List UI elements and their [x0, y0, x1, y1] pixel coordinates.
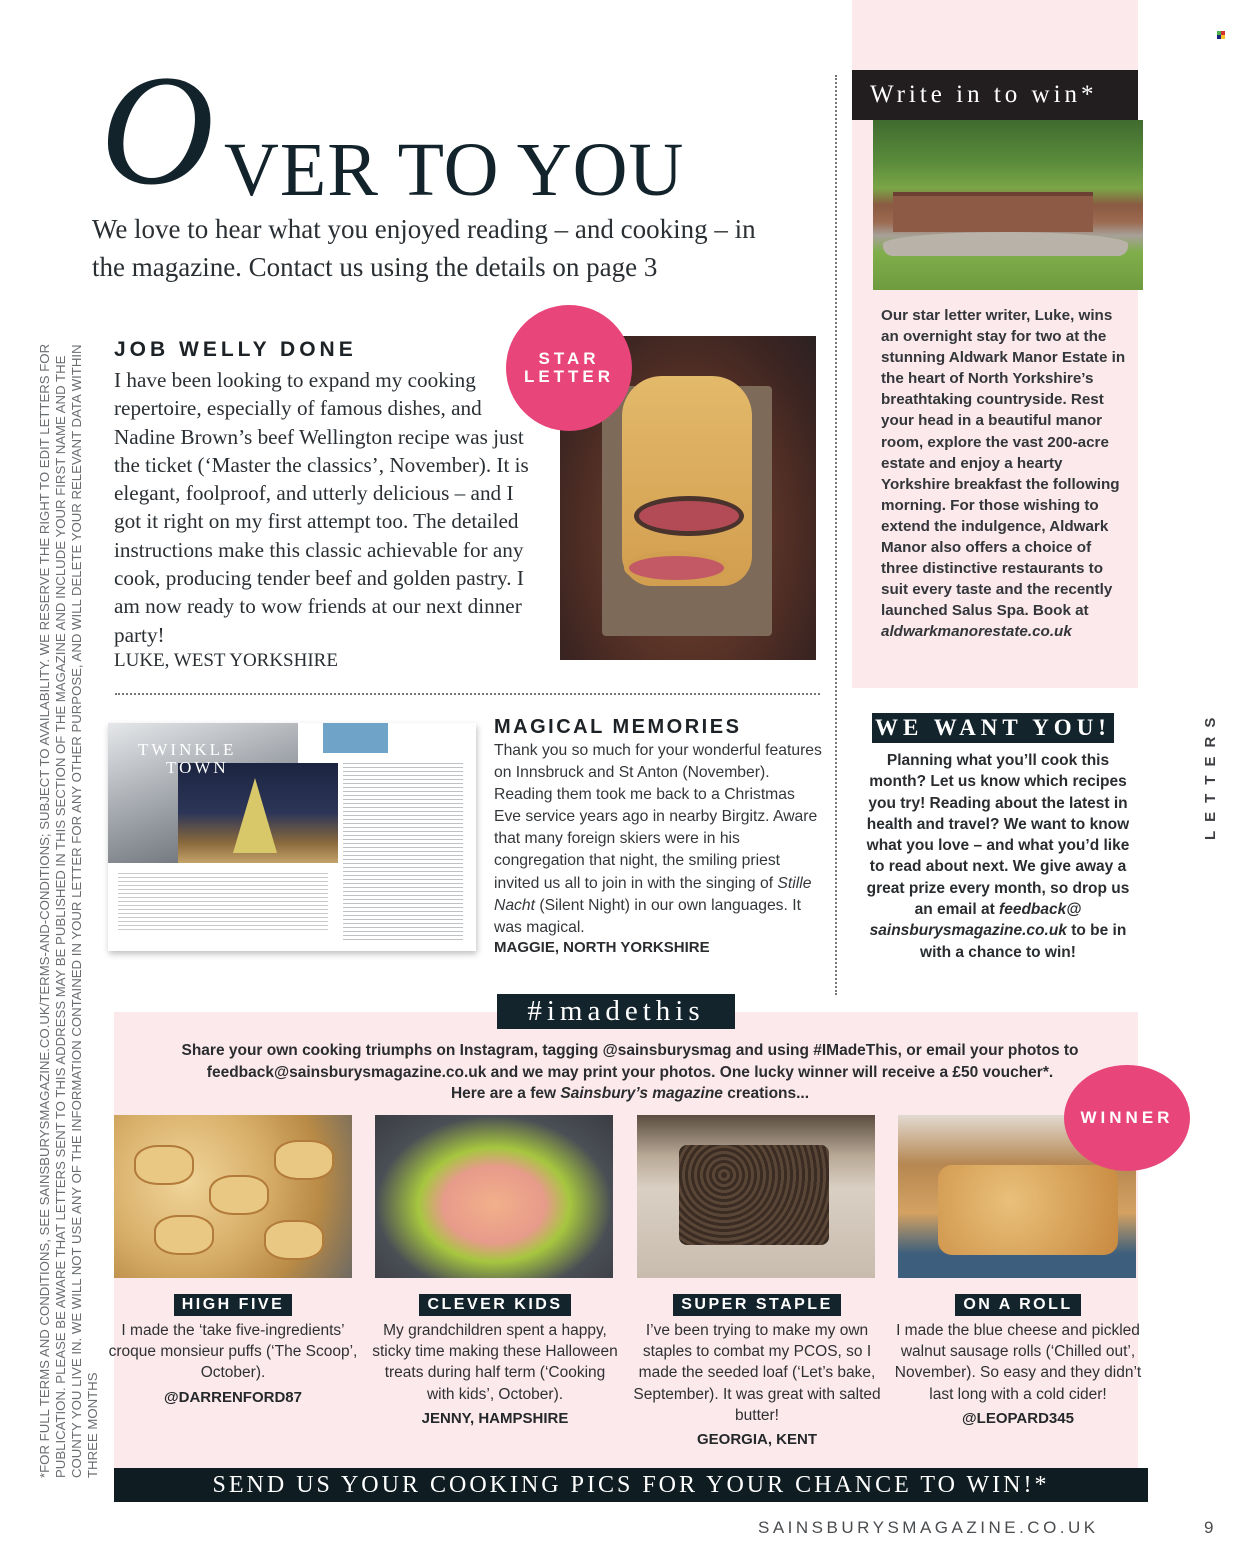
entry-caption — [108, 1294, 358, 1406]
entry-body: I made the ‘take five-ingredients’ croque monsieur puffs (‘The Scoop’, October). — [108, 1322, 358, 1382]
color-registration-icon — [1217, 31, 1225, 39]
puff-shape — [154, 1215, 214, 1255]
page-title — [100, 43, 800, 218]
intro-text: We love to hear what you enjoyed reading – and cooking – in the magazine. Contact us using the details on page 3 — [92, 214, 756, 282]
entry-body: I made the blue cheese and pickled walnut sausage rolls (‘Chilled out’, November). So easy and they didn’t last long with a cold cider! — [894, 1322, 1142, 1403]
entry-caption — [370, 1294, 620, 1427]
manor-building-shape — [893, 192, 1093, 232]
spread-title — [138, 741, 236, 777]
legal-terms: *FOR FULL TERMS AND CONDITIONS, SEE SAINSBURYSMAGAZINE.CO.UK/TERMS-AND-CONDITIONS; SUBJECT TO AVAILABILITY. WE RESERVE THE RIGHT TO EDIT LETTERS FOR PUBLICATION. PLEASE BE AWARE THAT LETTERS SENT TO THIS ADDRESS MAY BE PUBLISHED IN THIS SECTION OF THE MAGAZINE AND INCLUDE YOUR FIRST NAME AND THE COUNTY YOU LIVE IN. WE WILL NOT USE ANY OF THE INFORMATION CONTAINED IN YOUR LETTER FOR ANY OTHER PURPOSE, AND WILL DELETE YOUR RELEVANT DATA WITHIN THREE MONTHS — [37, 343, 100, 1478]
wwy-body-text: Planning what you’ll cook this month? Let us know which recipes you try! Reading about the latest in health and travel? We want to know what you love – and what you’d like to read about next. We give away a great prize every month, so drop us an email at — [866, 752, 1130, 919]
star-letter-badge — [506, 305, 632, 431]
entry-signature: JENNY, HAMPSHIRE — [421, 1409, 569, 1427]
entry-signature: @LEOPARD345 — [962, 1409, 1074, 1427]
wwy-body-end: to be in with a chance to win! — [920, 922, 1127, 961]
magazine-spread-photo — [108, 723, 476, 951]
entry-tag: ON A ROLL — [955, 1294, 1080, 1316]
imadethis-intro-line1: Share your own cooking triumphs on Instagram, tagging @sainsburysmag and using #IMadeThis, or email your photos to feedback@sainsburysmagazine.co.uk and we may print your photos. One lucky winner will receive a £50 voucher*. — [181, 1042, 1079, 1081]
puff-shape — [264, 1220, 324, 1260]
beef-shape — [634, 496, 744, 536]
intro-pre: Here are a few — [450, 1085, 561, 1102]
croque-monsieur-puffs-photo — [114, 1115, 352, 1278]
intro-italic: Sainsbury’s magazine — [560, 1085, 723, 1102]
puff-shape — [274, 1140, 334, 1180]
prize-body: Our star letter writer, Luke, wins an overnight stay for two at the stunning Aldwark Manor Estate in the heart of North Yorkshire’s breathtaking countryside. Rest your head in a beautiful manor room, explore the vast 200-acre estate and enjoy a hearty Yorkshire breakfast the following morning. For those wishing to extend the indulgence, Aldwark Manor also offers a choice of three distinctive restaurants to suit every taste and the recently launched Salus Spa. Book at — [881, 307, 1126, 620]
letter2-title: MAGICAL MEMORIES — [494, 716, 742, 738]
ornament-shape — [323, 723, 388, 753]
letter2-body-part1: Thank you so much for your wonderful features on Innsbruck and St Anton (November). Reading them took me back to a Christmas Eve service years ago in nearby Birgitz. Aware that many foreign skiers were in his congregation that night, the smiling priest invited us all to join in with the singing of — [494, 742, 822, 892]
letter2-body-part2: (Silent Night) in our own languages. It was magical. — [494, 896, 801, 936]
driveway-shape — [883, 232, 1128, 256]
letter2-body-italic: Stille Nacht — [494, 874, 812, 914]
star-letter-body: I have been looking to expand my cooking repertoire, especially of famous dishes, and Nadine Brown’s beef Wellington recipe was just the ticket (‘Master the classics’, November). It is elegant, foolproof, and utterly delicious – and I got it right on my first attempt too. The detailed instructions make this classic achievable for any cook, producing tender beef and golden pastry. I am now ready to wow friends at our next dinner party! — [114, 368, 529, 647]
imadethis-banner: #imadethis — [497, 994, 735, 1029]
imadethis-intro-line2 — [120, 1083, 1140, 1105]
slice-shape — [624, 551, 729, 585]
entry-body: I’ve been trying to make my own staples to combat my PCOS, so I made the seeded loaf (‘Let’s bake, September). It was great with salted butter! — [633, 1322, 881, 1424]
star-letter-signature: LUKE, WEST YORKSHIRE — [114, 650, 338, 671]
horizontal-divider — [115, 693, 820, 695]
seeded-loaf-photo — [637, 1115, 875, 1278]
letter2-signature: MAGGIE, NORTH YORKSHIRE — [494, 939, 710, 956]
prize-url-link[interactable]: aldwarkmanorestate.co.uk — [881, 623, 1072, 641]
footer-website[interactable]: SAINSBURYSMAGAZINE.CO.UK — [758, 1518, 1099, 1537]
title-initial: O — [100, 43, 215, 218]
star-letter-title: JOB WELLY DONE — [114, 338, 357, 361]
send-pics-banner: SEND US YOUR COOKING PICS FOR YOUR CHANCE TO WIN!* — [114, 1468, 1148, 1502]
entry-signature: @DARRENFORD87 — [164, 1388, 302, 1406]
entry-caption — [893, 1294, 1143, 1427]
section-tab-letters: LETTERS — [1202, 708, 1219, 840]
badge-line1: STAR — [538, 349, 600, 368]
spread-title-line2: TOWN — [166, 758, 229, 777]
page-number: 9 — [1204, 1518, 1214, 1537]
we-want-you-body — [858, 750, 1138, 963]
puff-shape — [209, 1175, 269, 1215]
we-want-you-banner: WE WANT YOU! — [872, 713, 1114, 743]
entry-tag: HIGH FIVE — [174, 1294, 293, 1316]
badge-line2: LETTER — [523, 367, 615, 386]
spread-title-line1: TWINKLE — [138, 740, 237, 759]
winner-badge: WINNER — [1064, 1065, 1190, 1171]
imadethis-intro — [120, 1040, 1140, 1105]
intro-post: creations... — [722, 1085, 810, 1102]
write-in-banner: Write in to win* — [852, 70, 1138, 120]
entry-tag: SUPER STAPLE — [673, 1294, 841, 1316]
roll-shape — [938, 1165, 1118, 1255]
entry-signature: GEORGIA, KENT — [696, 1431, 817, 1449]
entry-caption — [632, 1294, 882, 1448]
halloween-treats-photo — [375, 1115, 613, 1278]
vertical-divider — [835, 75, 837, 995]
estate-photo — [873, 120, 1143, 290]
feedback-email-link[interactable]: feedback@ sainsburysmagazine.co.uk — [869, 901, 1082, 940]
prize-description — [881, 305, 1131, 643]
text-columns-shape — [343, 763, 463, 943]
entry-body: My grandchildren spent a happy, sticky time making these Halloween treats during half term (‘Cooking with kids’, October). — [372, 1322, 618, 1403]
entry-tag: CLEVER KIDS — [419, 1294, 570, 1316]
title-text: VER TO YOU — [224, 128, 685, 212]
loaf-shape — [679, 1145, 829, 1245]
text-columns-shape — [118, 873, 328, 933]
christmas-tree-icon — [233, 778, 277, 853]
puff-shape — [134, 1145, 194, 1185]
letter2-body — [494, 740, 824, 939]
